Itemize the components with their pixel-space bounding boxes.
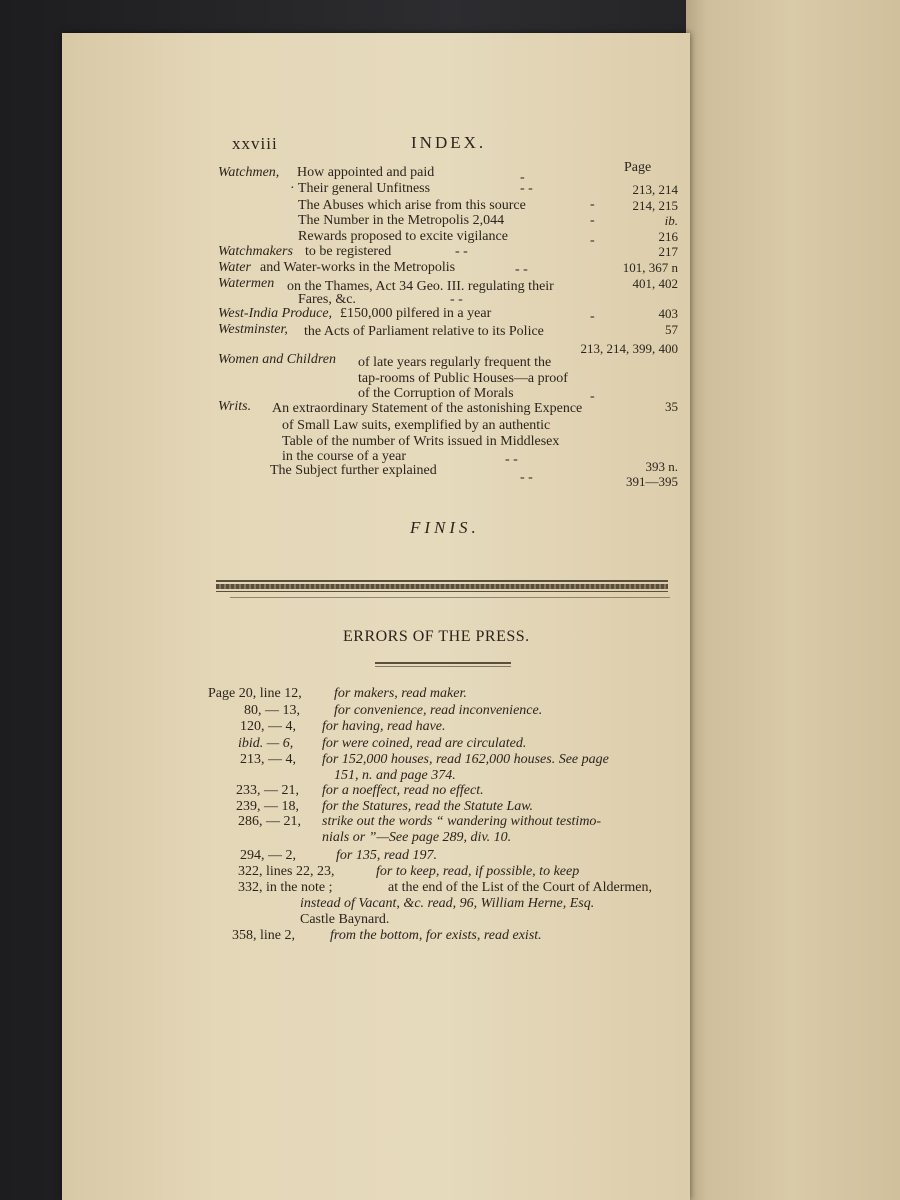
index-pages: 217 [658, 244, 678, 259]
index-pages: ib. [664, 213, 678, 228]
index-text: £150,000 pilfered in a year [340, 306, 492, 321]
index-pages: 401, 402 [632, 276, 678, 291]
errata-ref: Page 20, line 12, [208, 686, 302, 701]
index-term: Writs. [218, 399, 252, 414]
index-text: · Their general Unfitness [290, 181, 431, 196]
index-text: An extraordinary Statement of the astonishing Expence [272, 401, 583, 416]
errata-text: for convenience, read inconvenience. [334, 703, 543, 718]
index-text: and Water-works in the Metropolis [260, 260, 456, 275]
errata-text: for a noeffect, read no effect. [322, 783, 484, 798]
ornament-rule-bottom [216, 591, 668, 592]
page-number: xxviii [232, 134, 278, 153]
errata-title: ERRORS OF THE PRESS. [343, 628, 530, 645]
index-dash: - - [450, 292, 463, 307]
index-text: The Subject further explained [270, 463, 437, 478]
errata-text: at the end of the List of the Court of Aldermen, [388, 880, 652, 895]
errata-text: for makers, read maker. [334, 686, 467, 701]
ornament-rule-thin [230, 597, 670, 598]
ornament-rule-pattern [216, 584, 668, 589]
index-pages: 216 [658, 229, 678, 244]
page-column-label: Page [624, 160, 652, 175]
index-dash: - [590, 233, 595, 248]
errata-text: for having, read have. [322, 719, 446, 734]
index-text: of the Corruption of Morals [358, 386, 514, 401]
errata-ref: ibid. — 6, [238, 736, 294, 751]
ornament-rule-top [216, 580, 668, 582]
index-term: Women and Children [218, 352, 336, 367]
errata-text: strike out the words “ wandering without testimo- [322, 814, 602, 829]
index-dash: - - [455, 244, 468, 259]
index-pages: 101, 367 n [622, 260, 678, 275]
index-pages: 393 n. [645, 459, 678, 474]
index-term: Watchmen, [218, 165, 280, 180]
errata-text: for were coined, read are circulated. [322, 736, 527, 751]
errata-ref: 80, — 13, [244, 703, 300, 718]
errata-ref: 233, — 21, [236, 783, 299, 798]
index-dash: - [590, 197, 595, 212]
index-text: Fares, &c. [298, 292, 356, 307]
errata-ref: 120, — 4, [240, 719, 296, 734]
page-title: INDEX. [411, 133, 487, 152]
errata-text: for the Statures, read the Statute Law. [322, 799, 534, 814]
index-text: of Small Law suits, exemplified by an authentic [282, 418, 551, 433]
errata-rule [375, 662, 511, 664]
index-term: Watchmakers [218, 244, 293, 259]
index-dash: - - [520, 470, 533, 485]
errata-ref: 286, — 21, [238, 814, 301, 829]
index-term: Westminster, [218, 322, 288, 337]
index-text: the Acts of Parliament relative to its Police [304, 324, 544, 339]
errata-ref: 332, in the note ; [238, 880, 333, 895]
index-text: Rewards proposed to excite vigilance [298, 229, 508, 244]
index-dash: - [590, 213, 595, 228]
index-text: to be registered [305, 244, 392, 259]
errata-text: 151, n. and page 374. [334, 768, 456, 783]
index-text: on the Thames, Act 34 Geo. III. regulating their [287, 279, 554, 294]
index-dash: - - [520, 181, 533, 196]
index-term: Watermen [218, 276, 275, 291]
errata-ref: 358, line 2, [232, 928, 295, 943]
index-text: in the course of a year [282, 449, 406, 464]
index-text: How appointed and paid [297, 165, 435, 180]
index-dash: - [590, 309, 595, 324]
errata-text: Castle Baynard. [300, 912, 390, 927]
index-text: of late years regularly frequent the [358, 355, 552, 370]
finis-text: FINIS. [410, 518, 480, 537]
index-pages: 391—395 [626, 474, 678, 489]
errata-text: from the bottom, for exists, read exist. [330, 928, 542, 943]
errata-text: for 135, read 197. [336, 848, 437, 863]
index-pages: 214, 215 [632, 198, 678, 213]
index-term: Water [218, 260, 251, 275]
index-pages: 213, 214, 399, 400 [580, 341, 678, 356]
index-dash: - [520, 170, 525, 185]
index-pages: 57 [665, 322, 678, 337]
index-text: tap-rooms of Public Houses—a proof [358, 371, 568, 386]
errata-text: nials or ”—See page 289, div. 10. [322, 830, 512, 845]
index-text: Table of the number of Writs issued in Middlesex [282, 434, 560, 449]
errata-ref: 322, lines 22, 23, [238, 864, 335, 879]
index-dash: - - [505, 452, 518, 467]
errata-text: for to keep, read, if possible, to keep [376, 864, 580, 879]
index-pages: 35 [665, 399, 678, 414]
index-dash: - [590, 389, 595, 404]
index-term: West-India Produce, [218, 306, 333, 321]
errata-text: for 152,000 houses, read 162,000 houses. See page [322, 752, 609, 767]
facing-page [686, 0, 900, 1200]
index-dash: - - [515, 262, 528, 277]
errata-ref: 239, — 18, [236, 799, 299, 814]
index-pages: 403 [658, 306, 678, 321]
index-text: The Number in the Metropolis 2,044 [298, 213, 505, 228]
errata-text: instead of Vacant, &c. read, 96, William Herne, Esq. [300, 896, 595, 911]
errata-rule-thin [375, 666, 511, 667]
errata-ref: 213, — 4, [240, 752, 296, 767]
errata-ref: 294, — 2, [240, 848, 296, 863]
index-text: The Abuses which arise from this source [298, 198, 526, 213]
index-pages: 213, 214 [632, 182, 678, 197]
